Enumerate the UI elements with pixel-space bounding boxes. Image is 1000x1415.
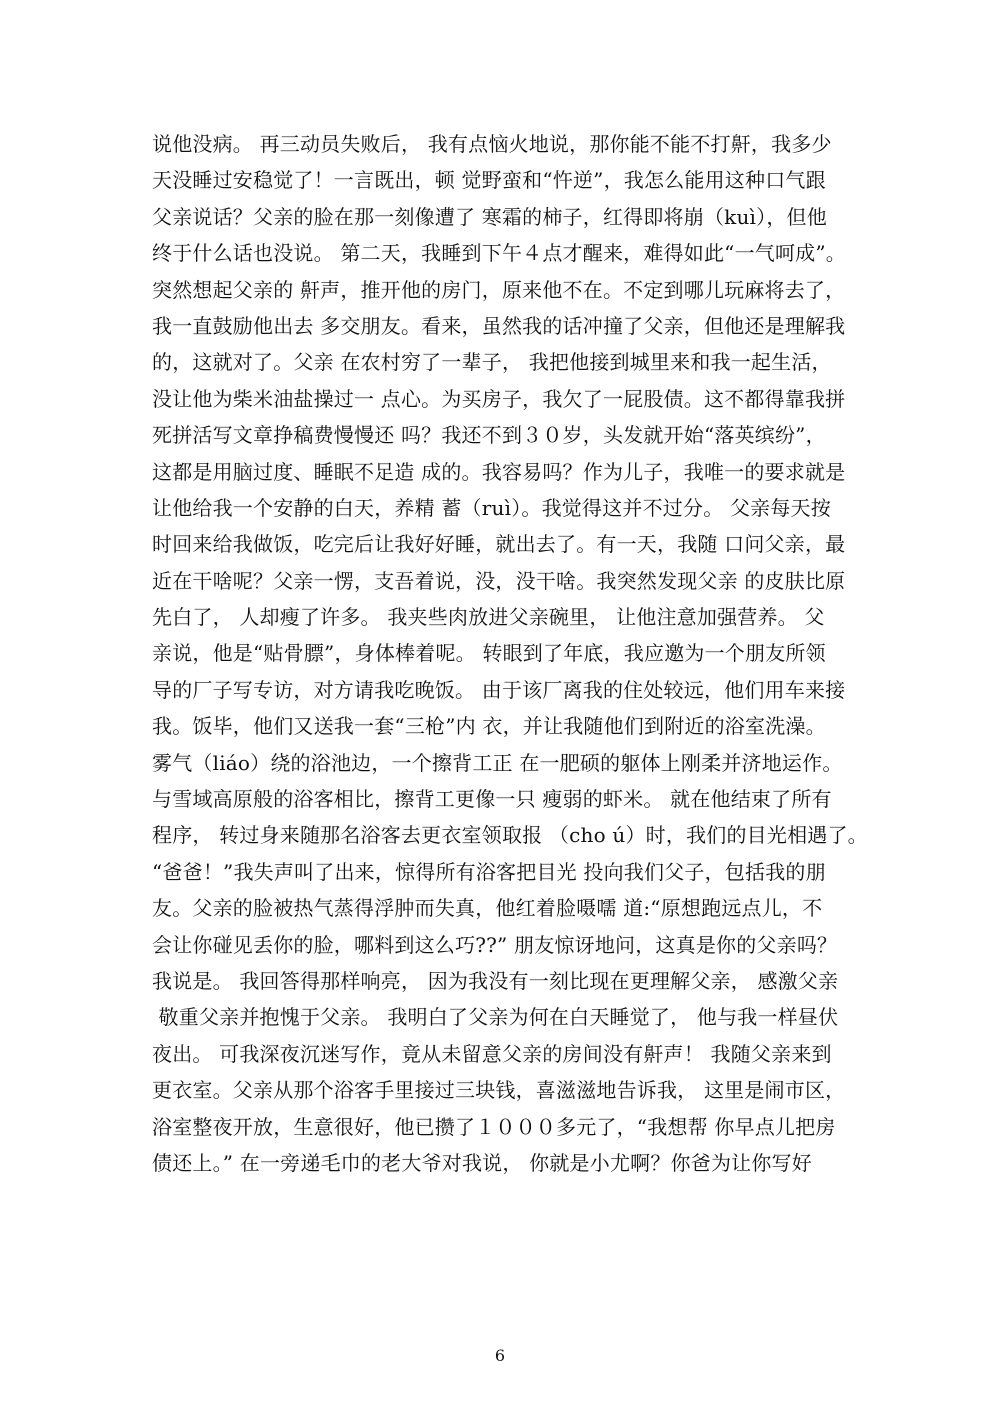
- text-line: 债还上。” 在一旁递毛巾的老大爷对我说， 你就是小尤啊？你爸为让你写好: [152, 1150, 812, 1175]
- text-line: 突然想起父亲的 鼾声，推开他的房门，原来他不在。不定到哪儿玩麻将去了，: [152, 277, 846, 302]
- text-line: “爸爸！”我失声叫了出来，惊得所有浴客把目光 投向我们父子，包括我的朋: [152, 859, 826, 884]
- text-line: 浴室整夜开放，生意很好，他已攒了１０００多元了，“我想帮 你早点儿把房: [152, 1114, 836, 1139]
- text-line: 这都是用脑过度、睡眠不足造 成的。我容易吗？作为儿子，我唯一的要求就是: [152, 459, 846, 484]
- text-line: 我。饭毕，他们又送我一套“三枪”内 衣，并让我随他们到附近的浴室洗澡。: [152, 714, 826, 739]
- text-line: 近在干啥呢？父亲一愣，支吾着说，没，没干啥。我突然发现父亲 的皮肤比原: [152, 568, 846, 593]
- text-line: 敬重父亲并抱愧于父亲。 我明白了父亲为何在白天睡觉了， 他与我一样昼伏: [152, 1005, 839, 1030]
- text-line: 死拼活写文章挣稿费慢慢还 吗？我还不到３０岁，头发就开始“落英缤纷”，: [152, 423, 826, 448]
- text-line: 让他给我一个安静的白天，养精 蓄（ruì）。我觉得这并不过分。 父亲每天按: [152, 495, 831, 520]
- text-line: 夜出。 可我深夜沉迷写作，竟从未留意父亲的房间没有鼾声！ 我随父亲来到: [152, 1041, 832, 1066]
- text-line: 与雪域高原般的浴客相比，擦背工更像一只 瘦弱的虾米。 就在他结束了所有: [152, 787, 832, 812]
- text-line: 友。父亲的脸被热气蒸得浮肿而失真，他红着脸嗫嚅 道:“原想跑远点儿，不: [152, 896, 823, 921]
- page-number: 6: [494, 1346, 506, 1365]
- text-line: 时回来给我做饭，吃完后让我好好睡，就出去了。有一天，我随 口问父亲，最: [152, 532, 846, 557]
- text-line: 我说是。 我回答得那样响亮， 因为我没有一刻比现在更理解父亲， 感激父亲: [152, 968, 839, 993]
- text-line: 说他没病。 再三动员失败后， 我有点恼火地说，那你能不能不打鼾，我多少: [152, 132, 832, 156]
- text-line: 先白了， 人却瘦了许多。 我夹些肉放进父亲碗里， 让他注意加强营养。 父: [152, 605, 825, 630]
- text-line: 程序， 转过身来随那名浴客去更衣室领取报 （cho ú）时，我们的目光相遇了。: [152, 823, 868, 848]
- text-line: 终于什么话也没说。 第二天，我睡到下午４点才醒来，难得如此“一气呵成”。: [152, 241, 847, 266]
- text-line: 的，这就对了。父亲 在农村穷了一辈子， 我把他接到城里来和我一起生活，: [152, 350, 832, 375]
- text-line: 亲说，他是“贴骨膘”，身体棒着呢。 转眼到了年底，我应邀为一个朋友所领: [152, 641, 826, 666]
- body-text: [152, 126, 872, 1181]
- text-line: 父亲说话？父亲的脸在那一刻像遭了 寒霜的柿子，红得即将崩（kuì），但他: [152, 204, 827, 229]
- text-line: 导的厂子写专访，对方请我吃晚饭。 由于该厂离我的住处较远，他们用车来接: [152, 677, 846, 702]
- text-line: 雾气（liáo）绕的浴池边，一个擦背工正 在一肥硕的躯体上刚柔并济地运作。: [152, 750, 843, 775]
- text-line: 更衣室。父亲从那个浴客手里接过三块钱，喜滋滋地告诉我， 这里是闹市区，: [152, 1078, 846, 1103]
- text-line: 没让他为柴米油盐操过一 点心。为买房子，我欠了一屁股债。这不都得靠我拼: [152, 386, 846, 411]
- text-line: 我一直鼓励他出去 多交朋友。看来，虽然我的话冲撞了父亲，但他还是理解我: [152, 313, 846, 338]
- text-line: 会让你碰见丢你的脸，哪料到这么巧??” 朋友惊讶地问，这真是你的父亲吗？: [152, 932, 838, 957]
- text-line: 天没睡过安稳觉了！一言既出，顿 觉野蛮和“忤逆”，我怎么能用这种口气跟: [152, 168, 826, 193]
